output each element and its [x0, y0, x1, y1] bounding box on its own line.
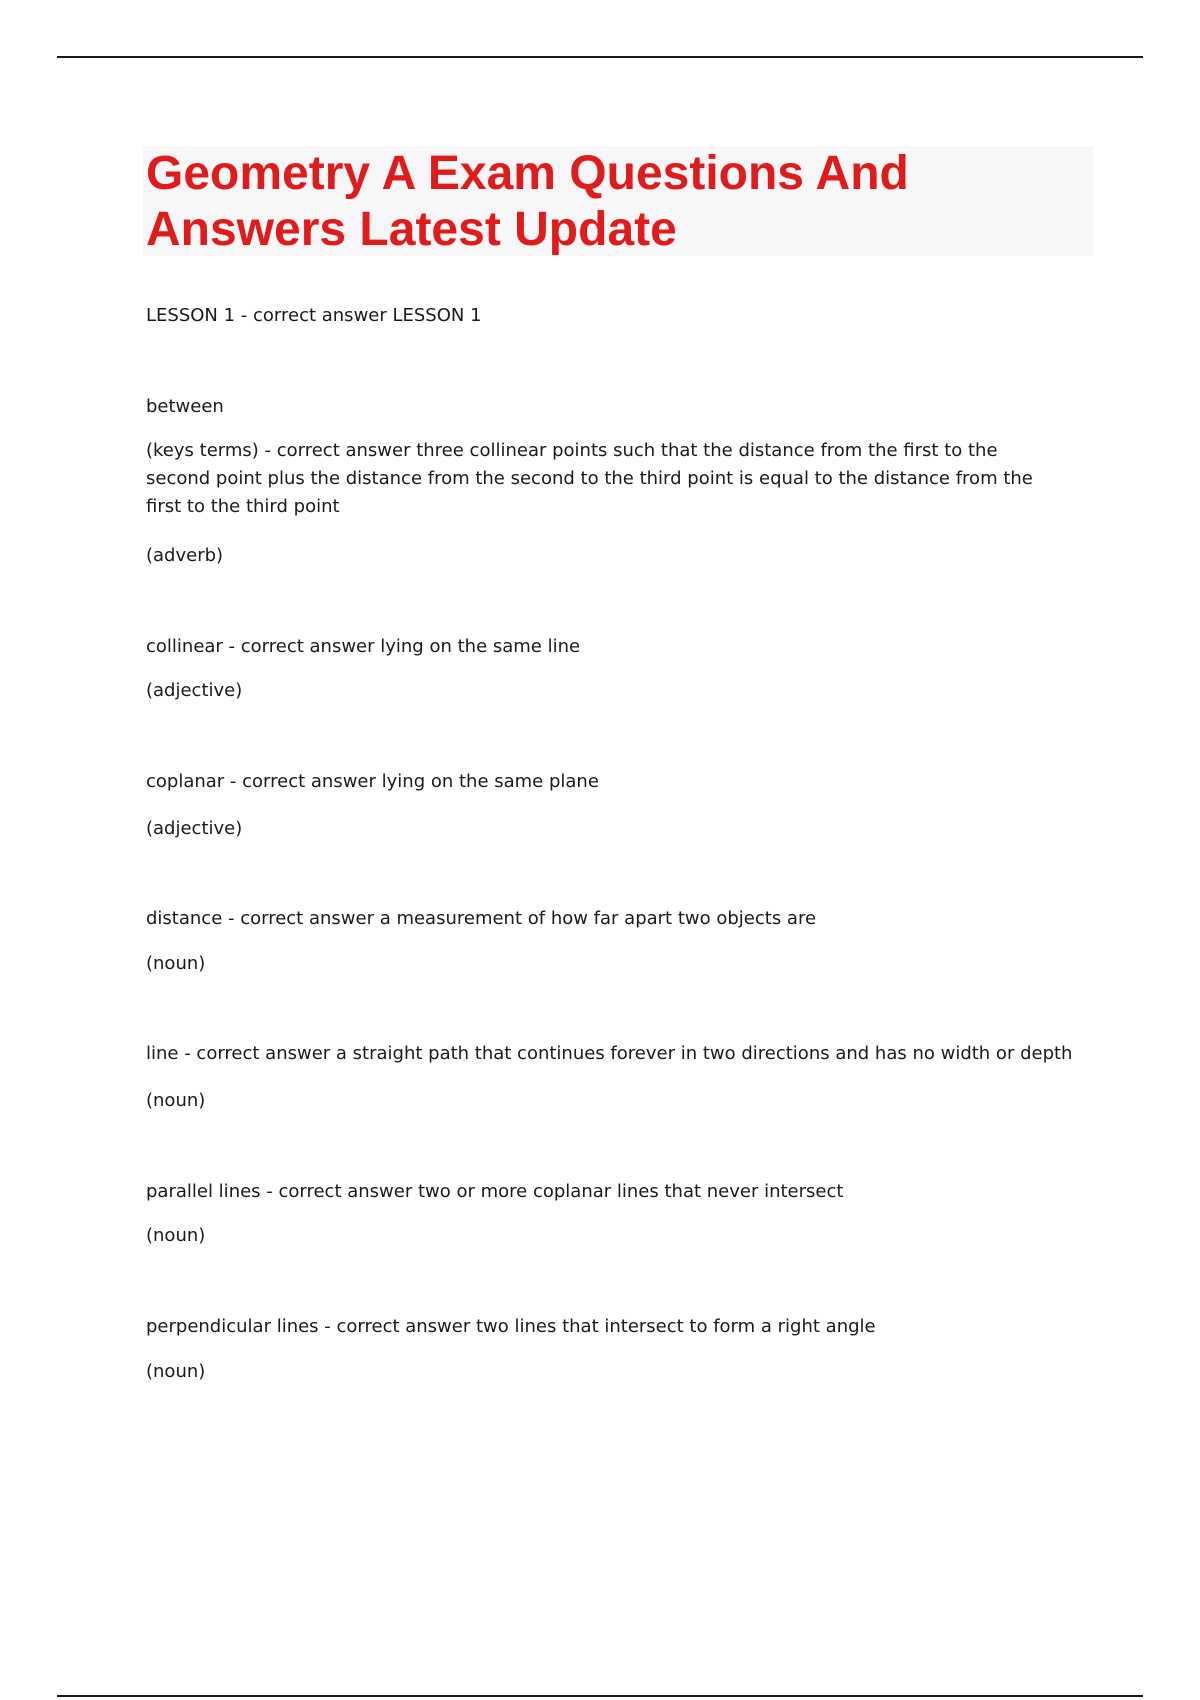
- entry-definition: (keys terms) - correct answer three collinear points such that the distance from the first to the second point plus the distance from the second to the third point is equal to the distance from the first to the third point: [146, 440, 1033, 517]
- entry-definition: coplanar - correct answer lying on the same plane: [146, 771, 599, 792]
- entry-part-of-speech: (adjective): [146, 818, 243, 839]
- entry-part-of-speech: (adjective): [146, 680, 243, 701]
- entry-term: between: [146, 396, 224, 417]
- entry-part-of-speech: (adverb): [146, 545, 224, 566]
- entry-definition: line - correct answer a straight path that continues forever in two directions and has no width or depth: [146, 1043, 1073, 1064]
- top-rule: [57, 56, 1143, 58]
- entry-definition: parallel lines - correct answer two or more coplanar lines that never intersect: [146, 1181, 844, 1202]
- document-title-line-2: Answers Latest Update: [146, 203, 677, 256]
- entry-part-of-speech: (noun): [146, 953, 206, 974]
- entry-part-of-speech: (noun): [146, 1361, 206, 1382]
- entry-definition: distance - correct answer a measurement of how far apart two objects are: [146, 908, 817, 929]
- bottom-rule: [57, 1695, 1143, 1697]
- entry-part-of-speech: (noun): [146, 1090, 206, 1111]
- entry-definition: collinear - correct answer lying on the same line: [146, 636, 581, 657]
- lesson-heading: LESSON 1 - correct answer LESSON 1: [146, 305, 482, 326]
- entry-part-of-speech: (noun): [146, 1225, 206, 1246]
- document-title-line-1: Geometry A Exam Questions And: [146, 147, 909, 200]
- entry-definition: perpendicular lines - correct answer two lines that intersect to form a right angle: [146, 1316, 876, 1337]
